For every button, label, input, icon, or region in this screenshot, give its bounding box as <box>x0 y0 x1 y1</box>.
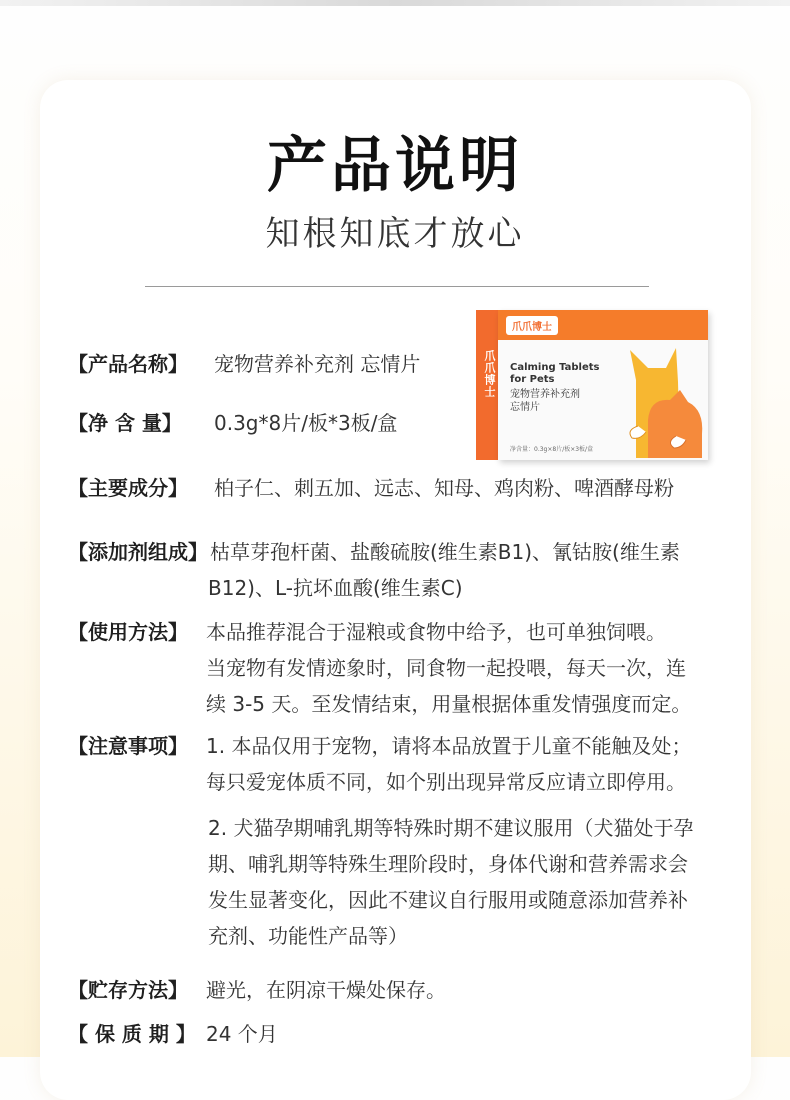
spec-label: 【添加剂组成】 <box>68 540 208 564</box>
spec-value-line: B12)、L-抗坏血酸(维生素C) <box>208 576 463 600</box>
divider <box>145 286 649 287</box>
spec-value-line: 期、哺乳期等特殊生理阶段时，身体代谢和营养需求会 <box>208 852 688 876</box>
spec-label: 【主要成分】 <box>68 476 188 500</box>
spec-value-line: 枯草芽孢杆菌、盐酸硫胺(维生素B1)、氰钴胺(维生素 <box>210 540 680 564</box>
spec-label: 【注意事项】 <box>68 734 188 758</box>
package-chinese-line1: 宠物营养补充剂 <box>510 389 580 400</box>
package-footer-note: 净含量：0.3g×8片/板×3板/盒 <box>510 446 594 453</box>
spec-value: 宠物营养补充剂 忘情片 <box>214 352 421 376</box>
package-english-line1: Calming Tablets <box>510 362 600 373</box>
package-english-line2: for Pets <box>510 374 555 385</box>
spec-value-line: 2. 犬猫孕期哺乳期等特殊时期不建议服用（犬猫处于孕 <box>208 816 694 840</box>
page-subtitle: 知根知底才放心 <box>265 214 525 254</box>
spec-label: 【产品名称】 <box>68 352 188 376</box>
spec-value-line: 1. 本品仅用于宠物，请将本品放置于儿童不能触及处； <box>206 734 692 758</box>
top-strip <box>0 0 790 6</box>
spec-value: 24 个月 <box>206 1022 278 1046</box>
spec-label: 【 保 质 期 】 <box>68 1022 196 1046</box>
spec-value-line: 充剂、功能性产品等） <box>208 924 408 948</box>
product-package-image <box>476 308 708 463</box>
page-title: 产品说明 <box>267 131 523 201</box>
spec-value-line: 续 3-5 天。至发情结束，用量根据体重发情强度而定。 <box>206 692 692 716</box>
package-front <box>498 310 708 460</box>
package-chinese-line2: 忘情片 <box>510 402 540 413</box>
spec-value-line: 发生显著变化，因此不建议自行服用或随意添加营养补 <box>208 888 688 912</box>
spec-value-line: 当宠物有发情迹象时，同食物一起投喂，每天一次，连 <box>206 656 686 680</box>
spec-value-line: 本品推荐混合于湿粮或食物中给予，也可单独饲喂。 <box>206 620 666 644</box>
spec-value: 柏子仁、刺五加、远志、知母、鸡肉粉、啤酒酵母粉 <box>214 476 674 500</box>
brand-logo: 爪爪博士 <box>506 316 558 335</box>
package-side-brand: 爪爪博士 <box>483 350 496 398</box>
package-side <box>476 310 500 460</box>
spec-label: 【使用方法】 <box>68 620 188 644</box>
spec-label: 【贮存方法】 <box>68 978 188 1002</box>
spec-value: 避光，在阴凉干燥处保存。 <box>206 978 446 1002</box>
spec-label: 【净 含 量】 <box>68 411 182 435</box>
spec-value-line: 每只爱宠体质不同，如个别出现异常反应请立即停用。 <box>206 770 686 794</box>
spec-value: 0.3g*8片/板*3板/盒 <box>214 411 398 435</box>
cat-dog-illustration <box>498 310 708 460</box>
